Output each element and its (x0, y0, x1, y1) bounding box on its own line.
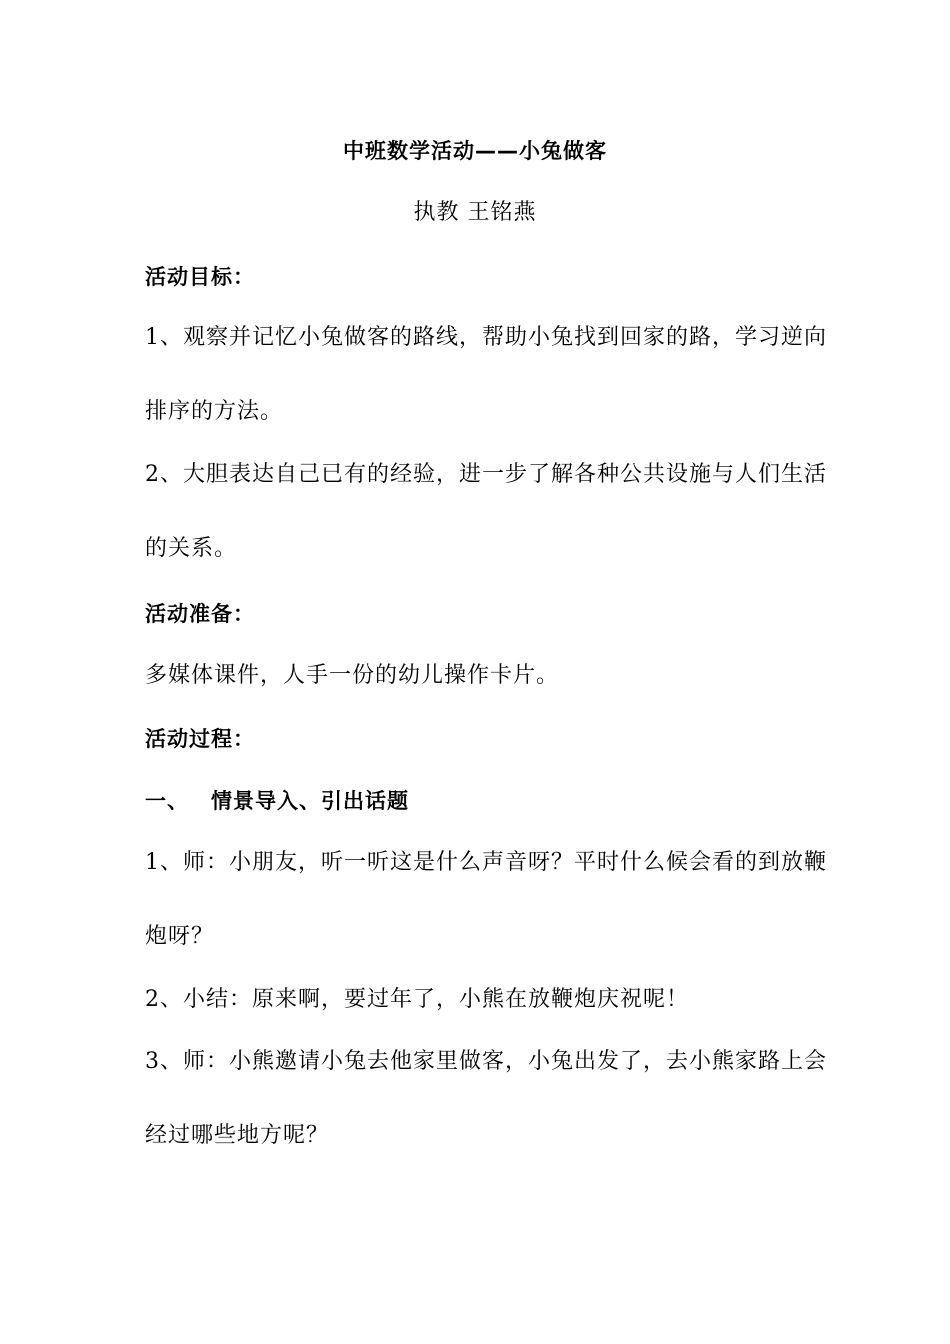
prep-heading: 活动准备： (145, 602, 255, 626)
document-title: 中班数学活动——小兔做客 (343, 139, 607, 163)
section-1-heading (145, 786, 409, 816)
goal-2-line-2: 的关系。 (145, 536, 238, 561)
step-1-line-2: 炮呀？ (145, 924, 215, 949)
process-heading: 活动过程： (145, 727, 255, 751)
section-1-number: 一、 (145, 789, 189, 813)
goal-1-line-1: 1、观察并记忆小兔做客的路线，帮助小兔找到回家的路，学习逆向 (145, 325, 827, 350)
step-2: 2、小结：原来啊，要过年了，小熊在放鞭炮庆祝呢！ (145, 987, 689, 1012)
step-1-line-1: 1、师：小朋友，听一听这是什么声音呀？平时什么候会看的到放鞭 (145, 850, 827, 875)
goals-heading: 活动目标： (145, 265, 255, 289)
goal-2-line-1: 2、大胆表达自己已有的经验，进一步了解各种公共设施与人们生活 (145, 462, 827, 487)
teacher-line: 执教 王铭燕 (413, 200, 537, 225)
section-1-title: 情景导入、引出话题 (211, 789, 409, 813)
goal-1-line-2: 排序的方法。 (145, 399, 284, 424)
step-3-line-2: 经过哪些地方呢？ (145, 1123, 330, 1148)
prep-text: 多媒体课件，人手一份的幼儿操作卡片。 (145, 663, 560, 688)
step-3-line-1: 3、师：小熊邀请小兔去他家里做客，小兔出发了，去小熊家路上会 (145, 1049, 827, 1074)
